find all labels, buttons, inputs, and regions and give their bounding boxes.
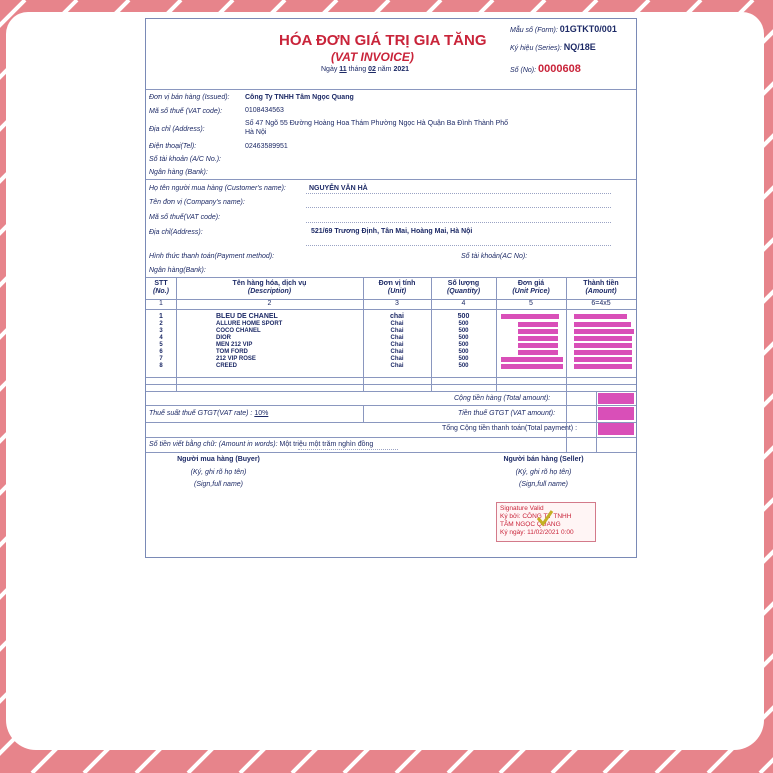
header-vi: Đơn vị tính (378, 280, 416, 287)
series-row (510, 42, 596, 52)
redacted-unit-price (518, 350, 558, 355)
redacted-amount (574, 343, 632, 348)
day-value: 11 (339, 66, 347, 73)
redacted-amount (574, 336, 632, 341)
buyer-company-label: Tên đơn vị (Company's name): (149, 199, 245, 206)
header-vi: Tên hàng hóa, dịch vụ (232, 280, 307, 287)
amount-in-words-value: Một triệu một trăm nghìn đồng (279, 441, 374, 448)
row-description: CREED (216, 363, 238, 369)
series-label: Ký hiệu (Series): (510, 45, 562, 52)
row-quantity: 500 (458, 342, 469, 348)
number-value: 0000608 (538, 63, 581, 75)
row-unit: Chai (390, 335, 404, 341)
series-value: NQ/18E (563, 42, 596, 52)
row-no: 2 (159, 321, 163, 327)
month-label: tháng (348, 66, 367, 73)
seller-address-line1: Số 47 Ngõ 55 Đường Hoàng Hoa Thám Phường Ngọc Hà Quận Ba Đình Thành Phố (245, 120, 509, 127)
seller-address-line2: Hà Nội (245, 129, 267, 136)
divider (146, 452, 636, 453)
stamp-line: Signature Valid (500, 505, 544, 512)
col-header-unit (363, 280, 431, 296)
seller-issued-label: Đơn vị bán hàng (Issued): (149, 94, 230, 101)
buyer-vat-label: Mã số thuế(VAT code): (149, 214, 221, 221)
buyer-name-value: NGUYỄN VĂN HÀ (309, 185, 368, 192)
stamp-line: Ký ngày: 11/02/2021 0:00 (500, 529, 574, 536)
year-label: năm (377, 66, 392, 73)
buyer-signature-sub2: (Sign,full name) (193, 481, 244, 488)
redacted-total-amount (598, 393, 634, 404)
row-unit: Chai (390, 356, 404, 362)
vat-amount-label: Tiền thuế GTGT (VAT amount): (458, 410, 556, 417)
row-no: 7 (159, 356, 163, 362)
row-unit: Chai (390, 328, 404, 334)
month-value: 02 (368, 66, 376, 73)
col-header-no (146, 280, 176, 296)
row-quantity: 500 (458, 356, 469, 362)
seller-tel-label: Điện thoại(Tel): (149, 143, 197, 150)
col-header-description (176, 280, 363, 296)
row-description: DIOR (216, 335, 231, 341)
seller-vat-value: 0108434563 (245, 107, 284, 114)
header-vi: Số lượng (447, 280, 480, 287)
row-description: COCO CHANEL (216, 328, 261, 334)
row-unit: Chai (390, 363, 404, 369)
col-header-amount (566, 280, 636, 296)
redacted-amount (574, 364, 632, 369)
divider (146, 309, 636, 310)
redacted-unit-price (518, 322, 558, 327)
redacted-unit-price (518, 336, 558, 341)
col-divider (363, 277, 364, 391)
buyer-payment-label: Hình thức thanh toán(Payment method): (149, 253, 275, 260)
header-en: (Description) (247, 288, 292, 295)
seller-signature-title: Người bán hàng (Seller) (503, 456, 584, 463)
seller-tel-value: 02463589951 (245, 143, 288, 150)
dotted-line (306, 207, 611, 208)
seller-account-label: Số tài khoản (A/C No.): (149, 156, 221, 163)
buyer-account-label: Số tài khoản(AC No): (461, 253, 528, 260)
dotted-line (298, 449, 398, 450)
row-no: 4 (159, 335, 163, 341)
redacted-amount (574, 329, 634, 334)
redacted-unit-price (501, 314, 559, 319)
col-num: 2 (267, 300, 272, 307)
buyer-bank-label: Ngân hàng(Bank): (149, 267, 206, 274)
row-quantity: 500 (458, 335, 469, 341)
buyer-name-label: Họ tên người mua hàng (Customer's name): (149, 185, 286, 192)
redacted-unit-price (501, 364, 563, 369)
row-unit: Chai (390, 349, 404, 355)
row-description: MEN 212 VIP (216, 342, 253, 348)
vat-rate-value: 10% (254, 410, 269, 417)
col-num: 5 (529, 300, 533, 307)
divider (146, 384, 636, 385)
col-num: 6=4x5 (591, 300, 611, 307)
header-en: (Amount) (585, 288, 617, 295)
divider (146, 377, 636, 378)
signature-check-icon (536, 509, 554, 527)
header-vi: STT (154, 280, 168, 287)
invoice-title: HÓA ĐƠN GIÁ TRỊ GIA TĂNG (279, 32, 487, 49)
row-quantity: 500 (457, 313, 470, 320)
divider (146, 89, 636, 90)
total-payment-label (442, 425, 577, 432)
amount-in-words-label: Số tiền viết bằng chữ: (Amount in words): (149, 441, 278, 448)
header-en: (No.) (153, 288, 169, 295)
invoice-date (321, 66, 409, 73)
redacted-unit-price (501, 357, 563, 362)
col-divider (431, 277, 432, 391)
divider (146, 422, 636, 423)
col-num: 3 (395, 300, 399, 307)
stamp-line: TÂM NGỌC QUANG (500, 521, 561, 528)
seller-signature-sub1: (Ký, ghi rõ họ tên) (515, 469, 572, 476)
row-description: ALLURE HOME SPORT (216, 321, 283, 327)
header-en: (Unit Price) (512, 288, 550, 295)
divider (146, 437, 636, 438)
row-no: 1 (159, 313, 163, 320)
vat-rate-label: Thuế suất thuế GTGT(VAT rate) : (149, 410, 253, 417)
dotted-line (306, 193, 611, 194)
stamp-line: Ký bởi: CÔNG TY TNHH (500, 513, 572, 520)
seller-address-label: Địa chỉ (Address): (149, 126, 205, 133)
header-en: (Unit) (387, 288, 407, 295)
row-no: 8 (159, 363, 163, 369)
form-label: Mẫu số (Form): (510, 27, 558, 34)
buyer-address-value: 521/69 Trương Định, Tân Mai, Hoàng Mai, Hà Nội (311, 228, 473, 235)
divider (146, 405, 636, 406)
dotted-line (306, 222, 611, 223)
redacted-amount (574, 314, 627, 319)
redacted-amount (574, 350, 632, 355)
seller-bank-label: Ngân hàng (Bank): (149, 169, 208, 176)
row-description: TOM FORD (216, 349, 248, 355)
row-no: 5 (159, 342, 163, 348)
number-label: Số (No): (510, 67, 537, 74)
divider (146, 179, 636, 180)
day-label: Ngày (321, 66, 338, 73)
seller-issued-value: Công Ty TNHH Tâm Ngọc Quang (245, 94, 354, 101)
dotted-line (306, 245, 611, 246)
redacted-unit-price (518, 329, 558, 334)
form-value: 01GTKT0/001 (559, 24, 617, 34)
buyer-address-label: Địa chỉ(Address): (149, 229, 203, 236)
number-row (510, 63, 581, 75)
redacted-amount (574, 322, 631, 327)
row-quantity: 500 (458, 321, 469, 327)
vat-rate-row (149, 410, 268, 417)
form-row (510, 24, 617, 34)
vat-invoice (145, 18, 637, 558)
invoice-subtitle: (VAT INVOICE) (331, 50, 414, 64)
divider (146, 391, 636, 392)
buyer-signature-title: Người mua hàng (Buyer) (177, 456, 260, 463)
buyer-signature-sub1: (Ký, ghi rõ họ tên) (190, 469, 247, 476)
col-num: 1 (159, 300, 163, 307)
row-quantity: 500 (458, 349, 469, 355)
col-divider (176, 277, 177, 391)
seller-signature-sub2: (Sign,full name) (518, 481, 569, 488)
col-divider (496, 277, 497, 391)
total-payment-text: Tổng Cộng tiền thanh toán(Total payment) : (442, 425, 578, 432)
row-description: BLEU DE CHANEL (216, 313, 278, 320)
header-vi: Đơn giá (517, 280, 545, 287)
col-header-unit-price (496, 280, 566, 296)
col-num: 4 (461, 300, 466, 307)
redacted-vat-amount (598, 407, 634, 420)
year-value: 2021 (393, 66, 410, 73)
divider (146, 277, 636, 278)
row-description: 212 VIP ROSE (216, 356, 256, 362)
row-quantity: 500 (458, 328, 469, 334)
redacted-total-payment (598, 423, 634, 435)
row-unit: chai (389, 313, 404, 320)
col-divider (363, 405, 364, 422)
row-unit: Chai (390, 342, 404, 348)
redacted-amount (574, 357, 632, 362)
seller-issued-row (149, 94, 230, 101)
redacted-unit-price (518, 343, 558, 348)
seller-vat-label: Mã số thuế (VAT code): (149, 108, 223, 115)
row-no: 6 (159, 349, 163, 355)
header-en: (Quantity) (446, 288, 481, 295)
total-amount-label: Cộng tiền hàng (Total amount): (454, 395, 551, 402)
row-unit: Chai (390, 321, 404, 327)
row-no: 3 (159, 328, 163, 334)
col-header-quantity (431, 280, 496, 296)
row-quantity: 500 (458, 363, 469, 369)
header-vi: Thành tiền (583, 280, 619, 287)
amount-in-words-row (149, 441, 373, 448)
